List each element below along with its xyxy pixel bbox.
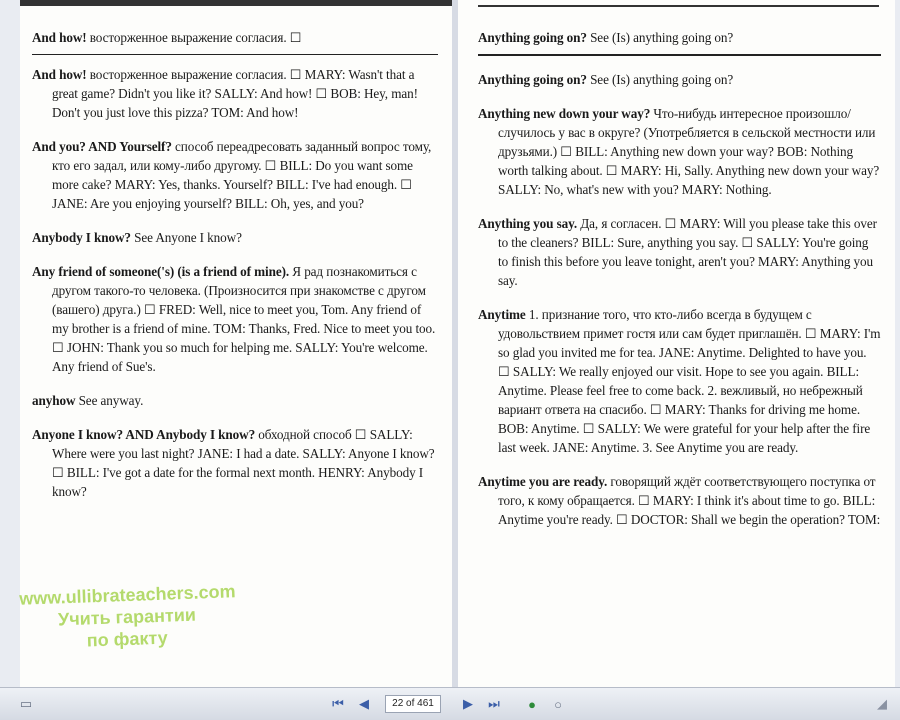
entry [478,214,881,290]
navigation-toolbar [0,687,900,720]
top-rule [478,5,879,7]
definition: восторженное выражение согласия. ☐ [89,30,302,45]
entry [32,228,438,247]
headword: Anything new down your way? [478,106,651,121]
go-back-icon[interactable]: ● [528,696,536,712]
left-page [20,0,452,688]
entry [478,305,881,457]
headword: Any friend of someone('s) (is a friend of mine). [32,264,290,279]
entry [478,472,881,529]
entry [32,65,438,122]
definition: способ переадресовать заданный вопрос тому, кто его задал, или кому-либо другому. ☐ BILL: Do you want some more cake? MARY: Yes, thanks. Yourself? BILL: I've had enough. ☐ JANE: Are you enjoying yourself? BILL: Oh, yes, and you? [52,139,432,211]
headword: Anytime [478,307,526,322]
headword: Anytime you are ready. [478,474,608,489]
separator [478,54,881,56]
headword: Anything you say. [478,216,578,231]
previous-page-button[interactable]: ◀ [359,696,369,711]
top-rule [20,0,452,6]
entry [478,70,881,89]
entry [32,28,438,47]
headword: And how! [32,67,87,82]
page-number-field[interactable]: 22 of 461 [385,695,441,713]
entry [478,104,881,199]
entry [32,137,438,213]
first-page-button[interactable]: ⏮ [332,696,344,711]
left-scroll-track[interactable] [0,0,21,688]
separator [32,54,438,55]
entry [32,425,438,501]
headword: anyhow [32,393,76,408]
headword: Anybody I know? [32,230,131,245]
last-page-button[interactable]: ⏭ [488,696,500,711]
entry [32,262,438,376]
save-icon[interactable]: ▭ [19,696,33,711]
entry [478,28,881,47]
next-page-button[interactable]: ▶ [463,696,473,711]
watermark-line-2: Учить гарантии [57,604,197,630]
definition: 1. признание того, что кто-либо всегда в будущем с удовольствием примет гостя или сам будет приглашён. ☐ MARY: I'm so glad you invited me for tea. JANE: Anytime. Delighted to have you. ☐ SALLY: We really enjoyed our visit. Hope to see you again. BILL: Anytime. Please feel free to come back. 2. вежливый, но небрежный вариант ответа на спасибо. ☐ MARY: Thanks for driving me home. BOB: Anytime. ☐ SALLY: We were grateful for your help after the fire last week. JANE: Anytime. 3. See Anytime you are ready. [498,307,881,455]
right-scroll-track[interactable] [895,0,900,688]
headword: Anyone I know? AND Anybody I know? [32,427,256,442]
definition: Да, я согласен. ☐ MARY: Will you please take this over to the cleaners? BILL: Sure, anything you say. ☐ SALLY: You're going to finish this before you leave tonight, aren't you? MARY: Anything you say. [498,216,877,288]
go-forward-icon[interactable]: ○ [554,696,562,712]
definition: Что-нибудь интересное произошло/случилось у вас в округе? (Употребляется в сельской местности или друзьями.) ☐ BILL: Anything new down your way? BOB: Nothing worth talking about. ☐ MARY: Hi, Sally. Anything new down your way? SALLY: No, what's new with you? MARY: Nothing. [498,106,880,197]
watermark-line-1: www.ullibrateachers.com [18,581,236,609]
definition: See Anyone I know? [134,230,242,245]
definition: восторженное выражение согласия. ☐ MARY: Wasn't that a great game? Didn't you like it? SALLY: And how! ☐ BOB: Hey, man! Don't you just love this pizza? TOM: And how! [52,67,418,120]
resize-grip-icon[interactable]: ◢ [877,696,887,711]
definition: говорящий ждёт соответствующего поступка от того, к кому обращается. ☐ MARY: I think it's about time to go. BILL: Anytime you're ready. ☐ DOCTOR: Shall we begin the operation? TOM: [498,474,881,527]
headword: And how! [32,30,87,45]
definition: See anyway. [78,393,144,408]
definition: обходной способ ☐ SALLY: Where were you last night? JANE: I had a date. SALLY: Anyone I know? ☐ BILL: I've got a date for the formal next month. HENRY: Anybody I know? [52,427,435,499]
watermark-line-3: по факту [86,627,169,651]
entry [32,391,438,410]
definition: See (Is) anything going on? [590,30,734,45]
headword: Anything going on? [478,72,587,87]
headword: And you? AND Yourself? [32,139,172,154]
right-page [458,0,895,688]
definition: Я рад познакомиться с другом такого-то человека. (Произносится при знакомстве с другом (вашего) друга.) ☐ FRED: Well, nice to meet you, Tom. Any friend of my brother is a friend of mine. TOM: Thanks, Fred. Nice to meet you too. ☐ JOHN: Thank you so much for helping me. SALLY: You're welcome. Any friend of Sue's. [52,264,436,374]
definition: See (Is) anything going on? [590,72,734,87]
headword: Anything going on? [478,30,587,45]
